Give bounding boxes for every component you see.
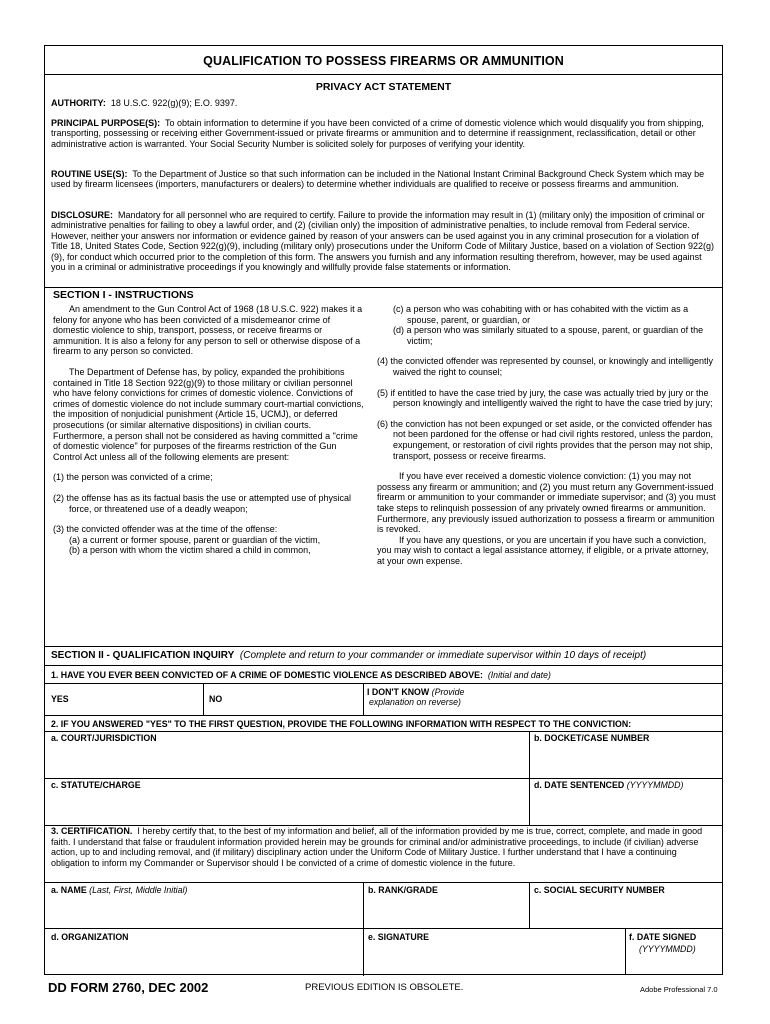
statute-charge-field[interactable] [45,778,529,825]
date-sentenced-label: d. DATE SENTENCED [534,780,625,790]
purpose-text: To obtain information to determine if you have been convicted of a crime of domestic violence which would disqualify you from shipping, transporting, possessing or receiving either Government-issued or private firearms or ammunition and to determine if reassignment, reclassification, detail or other administrative action is warranted. Your Social Security Number is solicited solely for purposes of verifying your identity. [51,118,704,149]
name-note: (Last, First, Middle Initial) [89,885,188,895]
form-frame [44,45,723,975]
routine-paragraph [51,169,717,190]
court-label: a. COURT/JURISDICTION [51,733,157,743]
divider [45,646,722,647]
section2-heading: SECTION II - QUALIFICATION INQUIRY [51,650,235,661]
certification-text: I hereby certify that, to the best of my information and belief, all of the information provided by me is true, correct, complete, and made in good faith. I understand that false or fraudulent information provided herein may be grounds for criminal and/or administrative proceedings, to include (if civilian) adverse action, up to and including removal, and (if military) disciplinary action under the Uniform Code of Military Justice. I further understand that I have a continuing obligation to inform my Commander or Supervisor should I be convicted of a crime of domestic violence in the future. [51,826,703,868]
section2-heading-row [51,651,646,661]
name-field[interactable] [45,882,363,928]
yes-label: YES [51,694,69,704]
date-signed-field[interactable] [625,928,724,974]
question1-note: (Initial and date) [487,670,551,680]
instruction-item: (2) the offense has as its factual basis the use or attempted use of physical force, or threatened use of a deadly weapon; [53,492,352,514]
yes-field[interactable] [45,683,203,715]
question1-row [51,670,551,680]
instruction-paragraph: If you have ever received a domestic violence conviction: (1) you may not possess any firearm or ammunition; and (2) you must return any Government-issued firearm or ammunition to your commander or immediate supervisor; and (3) you must take steps to relinquish possession of any privately owned firearms or ammunition. Furthermore, any previously issued authorization to possess a firearm or ammunition is revoked. [377,471,716,535]
section1-heading: SECTION I - INSTRUCTIONS [53,289,194,301]
signature-label: e. SIGNATURE [368,932,429,942]
authority-label: AUTHORITY: [51,98,106,108]
question2-text: 2. IF YOU ANSWERED "YES" TO THE FIRST QUESTION, PROVIDE THE FOLLOWING INFORMATION WITH RESPECT TO THE CONVICTION: [51,719,632,729]
court-jurisdiction-field[interactable] [45,731,529,778]
instruction-paragraph: The Department of Defense has, by policy, expanded the prohibitions contained in Title 18 Section 922(g)(9) to those military or civilian personnel who have felony convictions for crimes of domestic violence. Convictions of crimes of domestic violence do not include summary court-martial convictions, the imposition of nonjudicial punishment (Article 15, UCMJ), or deferred prosecutions (or similar alternative dispositions) in civilian courts. Furthermore, a person shall not be considered as having committed a "crime of domestic violence" for purposes of the firearms restriction of the Gun Control Act unless all of the following elements are present: [53,366,364,462]
dont-know-note: (Provide [431,687,465,697]
name-label: a. NAME [51,885,87,895]
date-format-note: (YYYYMMDD) [626,780,684,790]
instruction-item: (4) the convicted offender was represented by counsel, or knowingly and intelligently waived the right to counsel; [377,356,714,377]
instruction-paragraph: An amendment to the Gun Control Act of 1968 (18 U.S.C. 922) makes it a felony for anyone who has been convicted of a misdemeanor crime of domestic violence to ship, transport, possess, or receive firearms or ammunition. It is also a felony for any person to sell or otherwise dispose of a firearm to any person so convicted. [53,304,363,357]
purpose-label: PRINCIPAL PURPOSE(S): [51,118,161,128]
question1-text: 1. HAVE YOU EVER BEEN CONVICTED OF A CRIME OF DOMESTIC VIOLENCE AS DESCRIBED ABOVE: [51,670,483,680]
disclosure-paragraph [51,210,717,272]
section2-note: (Complete and return to your commander or immediate supervisor within 10 days of receipt) [239,650,647,661]
instruction-item: (5) if entitled to have the case tried by jury, the case was actually tried by jury or the person knowingly and intelligently waived the right to have the case tried by jury; [377,387,713,409]
name-label-row [51,885,187,895]
routine-text: To the Department of Justice so that such information can be included in the National Instant Criminal Background Check System which may be used by firearm licensees (importers, manufacturers or dealers) to determine whether individuals are qualified to receive or possess firearms and ammunition. [51,169,705,190]
date-signed-label: f. DATE SIGNED [629,932,697,942]
dont-know-note: explanation on reverse) [369,697,461,707]
divider [45,715,722,716]
software-note: Adobe Professional 7.0 [640,985,718,994]
purpose-paragraph [51,118,717,149]
divider [45,287,722,288]
docket-number-field[interactable] [529,731,724,778]
authority-paragraph [51,98,717,108]
certification-paragraph [51,826,717,868]
ssn-field[interactable] [529,882,724,928]
signature-field[interactable] [363,928,625,974]
date-sentenced-field[interactable] [529,778,724,825]
statute-label: c. STATUTE/CHARGE [51,780,141,790]
instruction-paragraph: If you have any questions, or you are uncertain if you have such a conviction, you may wish to contact a legal assistance attorney, if eligible, or a private attorney, at your own expense. [377,534,709,566]
ssn-label: c. SOCIAL SECURITY NUMBER [534,885,665,895]
instruction-subitem: (b) a person with whom the victim shared a child in common, [69,545,311,556]
instructions-left-column [53,304,365,556]
divider [45,74,722,75]
dont-know-label: I DON'T KNOW [367,687,430,697]
previous-edition-note: PREVIOUS EDITION IS OBSOLETE. [305,982,464,993]
no-field[interactable] [203,683,363,715]
privacy-heading: PRIVACY ACT STATEMENT [315,81,452,93]
date-signed-format: (YYYYMMDD) [639,944,696,954]
form-title: QUALIFICATION TO POSSESS FIREARMS OR AMMUNITION [203,54,564,68]
routine-label: ROUTINE USE(S): [51,169,128,179]
dont-know-field[interactable] [363,683,724,715]
organization-field[interactable] [45,928,363,974]
instruction-item: (6) the conviction has not been expunged or set aside, or the convicted offender has not been pardoned for the offense or had civil rights restored, unless the pardon, expungement, or restoration of civil rights provides that the person may not ship, transport, possess or receive firearms. [377,418,714,461]
instruction-subitem: (a) a current or former spouse, parent or guardian of the victim, [69,534,321,545]
instruction-subitem: (c) a person who was cohabiting with or has cohabited with the victim as a spouse, parent, or guardian, or [393,304,689,325]
rank-label: b. RANK/GRADE [368,885,438,895]
divider [45,665,722,666]
org-label: d. ORGANIZATION [51,932,129,942]
instructions-right-column [377,304,717,566]
disclosure-text: Mandatory for all personnel who are required to certify. Failure to provide the information may result in (1) (military only) the imposition of criminal or administrative penalties for failing to obey a lawful order, and (2) (civilian only) the imposition of administrative penalties, to include removal from Federal service. However, neither your answers nor information or evidence gained by reason of your answers can be used against you in any criminal prosecution for a violation of Title 18, United States Code, Section 922(g)(9), including (military only) prosecutions under the Uniform Code of Military Justice, based on a violation of Section 922(g)(9), for conduct which occurred prior to the completion of this form. The answers you furnish and any information resulting therefrom, however, may be used against you in a criminal or administrative proceedings if you knowingly and willfully provide false statements or information. [51,210,714,273]
no-label: NO [209,694,223,704]
form-id: DD FORM 2760, DEC 2002 [48,980,209,995]
instruction-subitem: (d) a person who was similarly situated to a spouse, parent, or guardian of the victim; [393,325,704,346]
instruction-item: (3) the convicted offender was at the time of the offense: [53,524,278,535]
rank-grade-field[interactable] [363,882,529,928]
date-sentenced-row [534,780,683,790]
disclosure-label: DISCLOSURE: [51,210,114,220]
certification-label: 3. CERTIFICATION. [51,826,133,836]
instruction-item: (1) the person was convicted of a crime; [53,472,213,483]
authority-text: 18 U.S.C. 922(g)(9); E.O. 9397. [110,98,238,108]
docket-label: b. DOCKET/CASE NUMBER [534,733,650,743]
dont-know-label-row [367,687,464,707]
